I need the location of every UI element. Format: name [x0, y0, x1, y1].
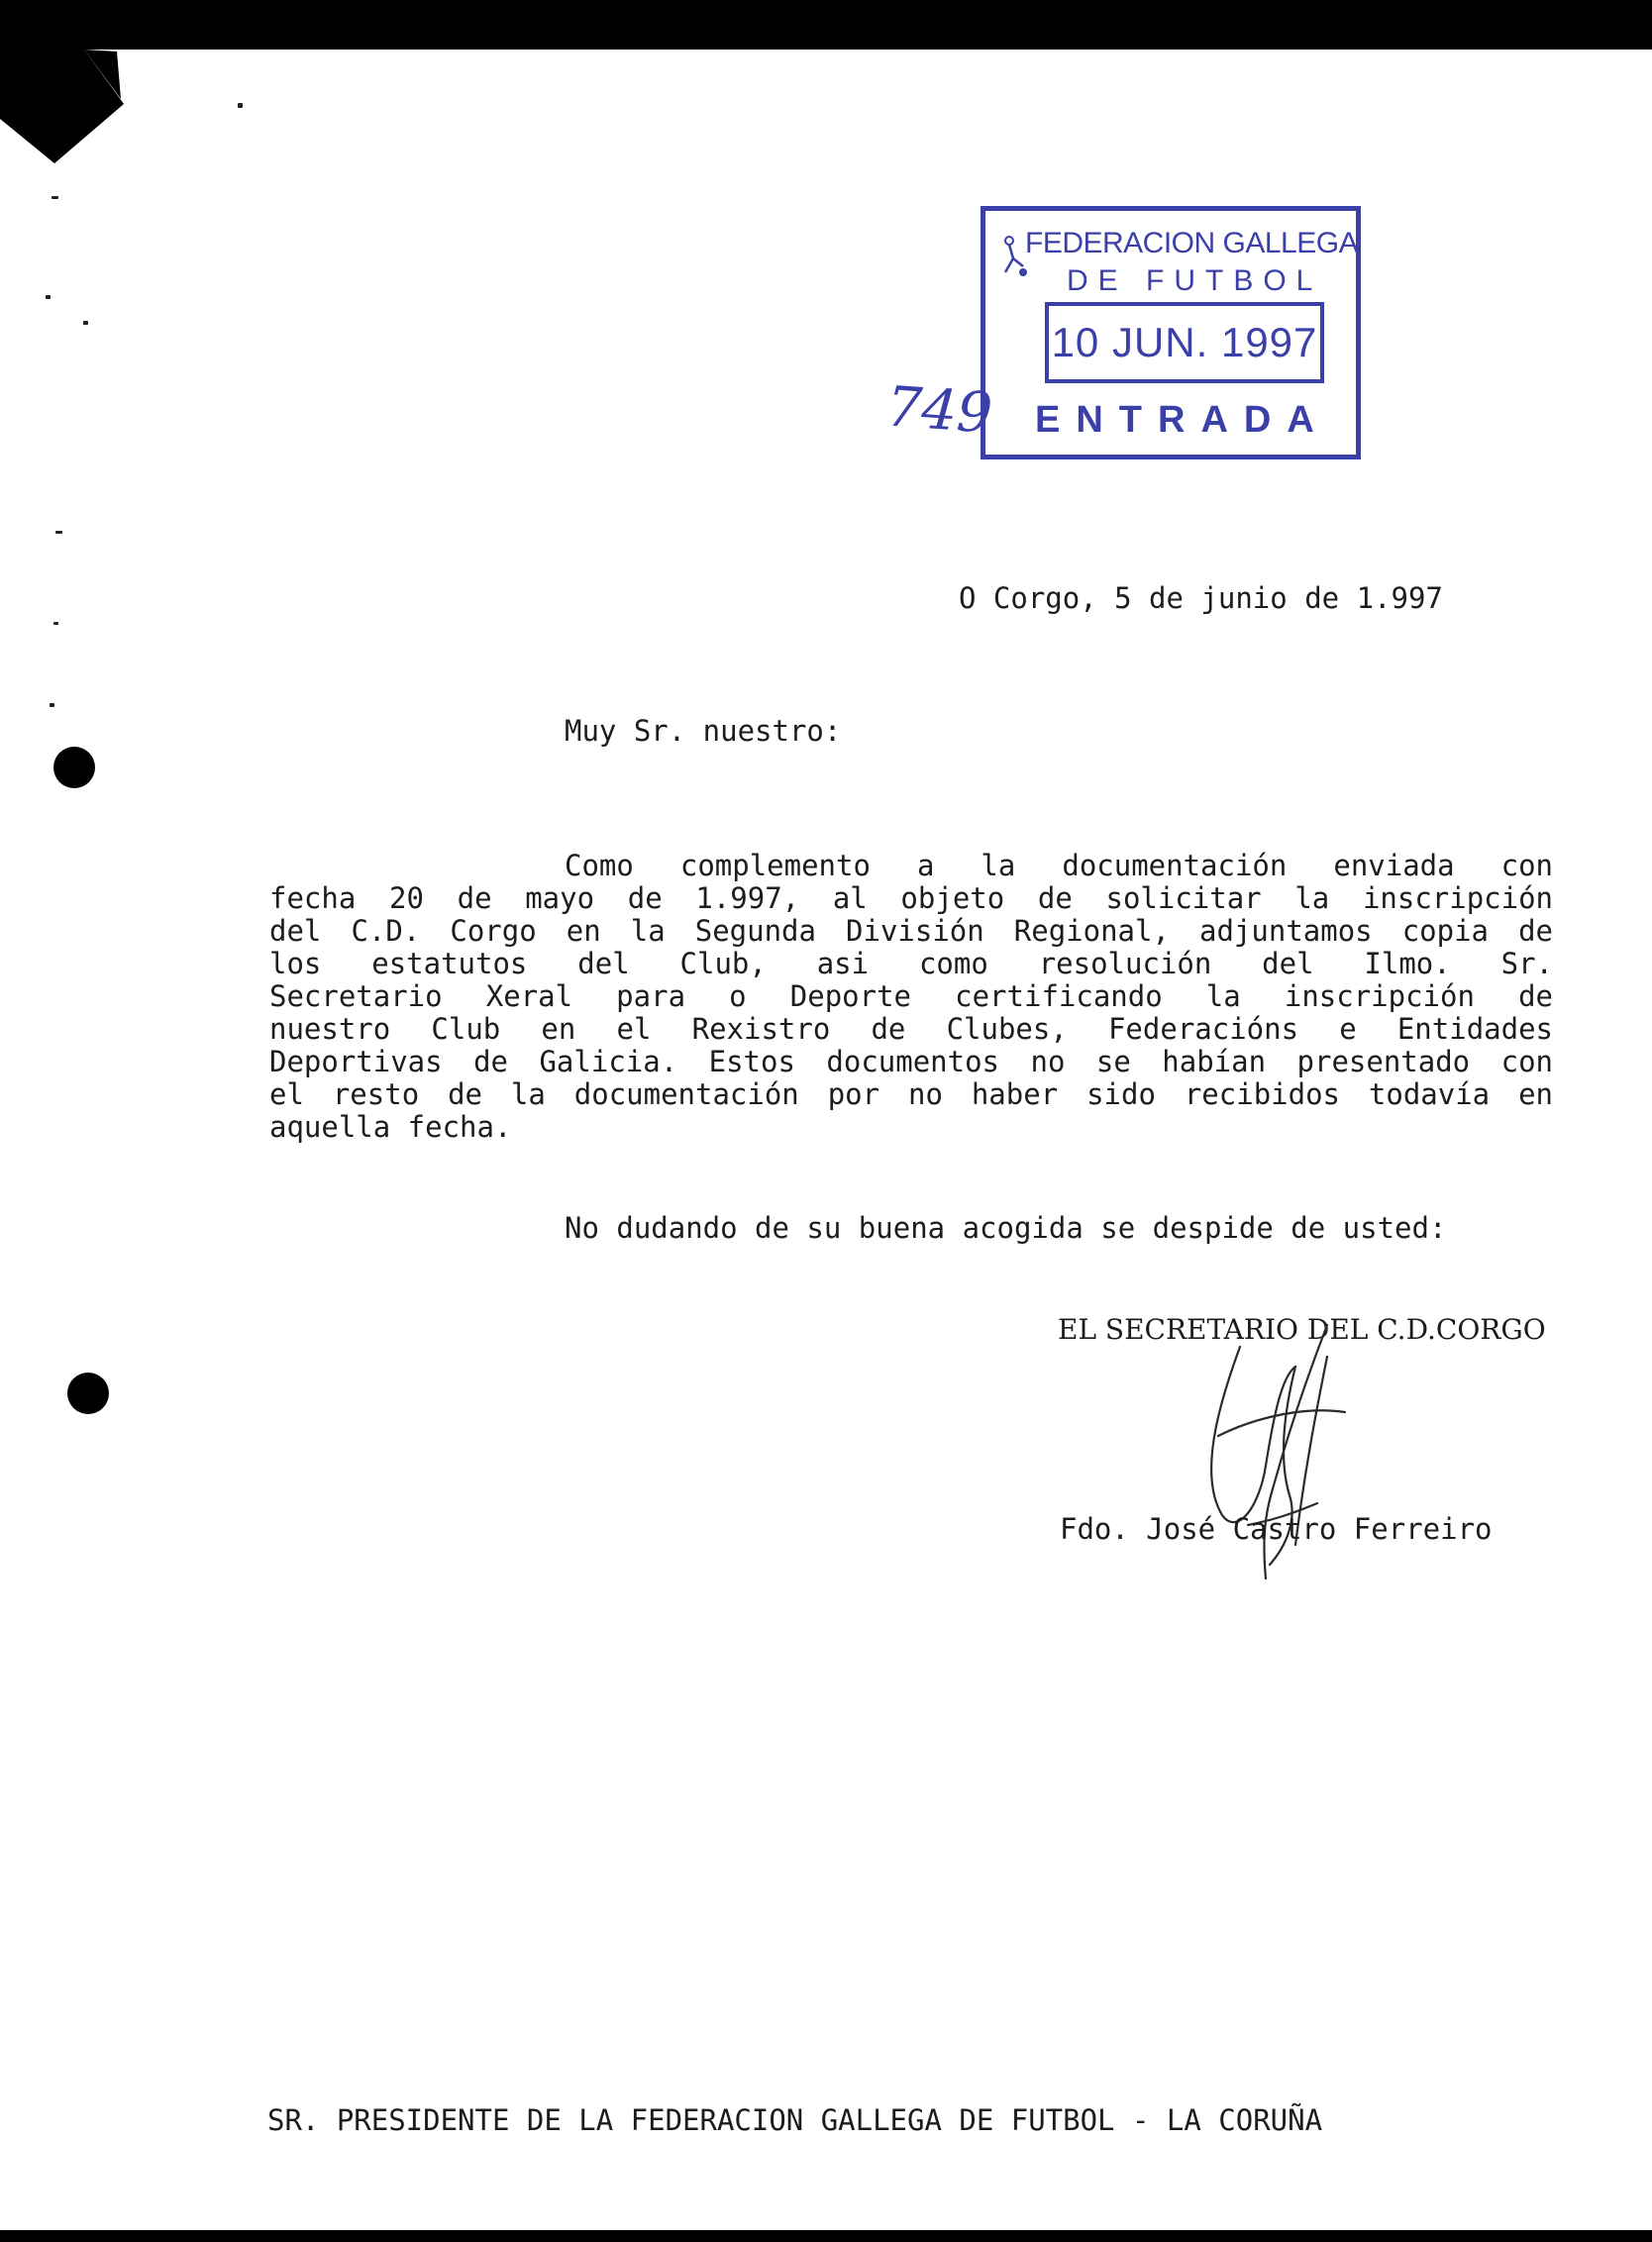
scan-speck — [52, 196, 58, 199]
handwritten-signature — [1179, 1317, 1377, 1594]
scan-speck — [50, 703, 54, 707]
body-line: Deportivas de Galicia. Estos documentos no se habían presentado con — [269, 1045, 1553, 1078]
folded-corner — [0, 0, 158, 168]
stamp-federation-subtitle: DE FUTBOL — [1067, 264, 1323, 297]
scan-speck — [83, 321, 88, 325]
body-line: aquella fecha. — [269, 1110, 512, 1144]
body-line: Como complemento a la documentación enviada con — [565, 849, 1553, 882]
body-line: fecha 20 de mayo de 1.997, al objeto de solicitar la inscripción — [269, 881, 1553, 915]
recipient-line: SR. PRESIDENTE DE LA FEDERACION GALLEGA DE FUTBOL - LA CORUÑA — [267, 2103, 1323, 2137]
stamp-date: 10 JUN. 1997 — [1051, 319, 1318, 365]
signer-name: Fdo. José Castro Ferreiro — [1060, 1512, 1493, 1546]
punch-hole-bottom — [67, 1373, 109, 1414]
scan-speck — [238, 103, 243, 108]
stamp-date-box — [1045, 302, 1324, 383]
stamp-federation-name: FEDERACION GALLEGA — [1025, 227, 1359, 259]
handwritten-registry-number: 749 — [883, 374, 995, 447]
body-line: Secretario Xeral para o Deporte certificando la inscripción de — [269, 979, 1553, 1013]
stamp-entrada: ENTRADA — [1035, 399, 1330, 441]
scan-speck — [53, 622, 58, 625]
body-line: los estatutos del Club, asi como resolución del Ilmo. Sr. — [269, 947, 1553, 980]
place-date: O Corgo, 5 de junio de 1.997 — [959, 581, 1443, 615]
signer-title: EL SECRETARIO DEL C.D.CORGO — [1058, 1313, 1546, 1346]
scan-border-top — [0, 0, 1652, 50]
scan-speck — [46, 295, 51, 299]
salutation: Muy Sr. nuestro: — [565, 714, 842, 748]
punch-hole-top — [53, 747, 95, 788]
body-line: nuestro Club en el Rexistro de Clubes, Federacións e Entidades — [269, 1012, 1553, 1046]
entry-stamp — [981, 206, 1361, 459]
body-line: el resto de la documentación por no haber sido recibidos todavía en — [269, 1077, 1553, 1111]
letter-body — [269, 850, 1553, 1144]
scan-speck — [55, 531, 62, 534]
body-line: del C.D. Corgo en la Segunda División Regional, adjuntamos copia de — [269, 914, 1553, 948]
closing-line: No dudando de su buena acogida se despide de usted: — [565, 1211, 1447, 1245]
scan-border-bottom — [0, 2230, 1652, 2242]
